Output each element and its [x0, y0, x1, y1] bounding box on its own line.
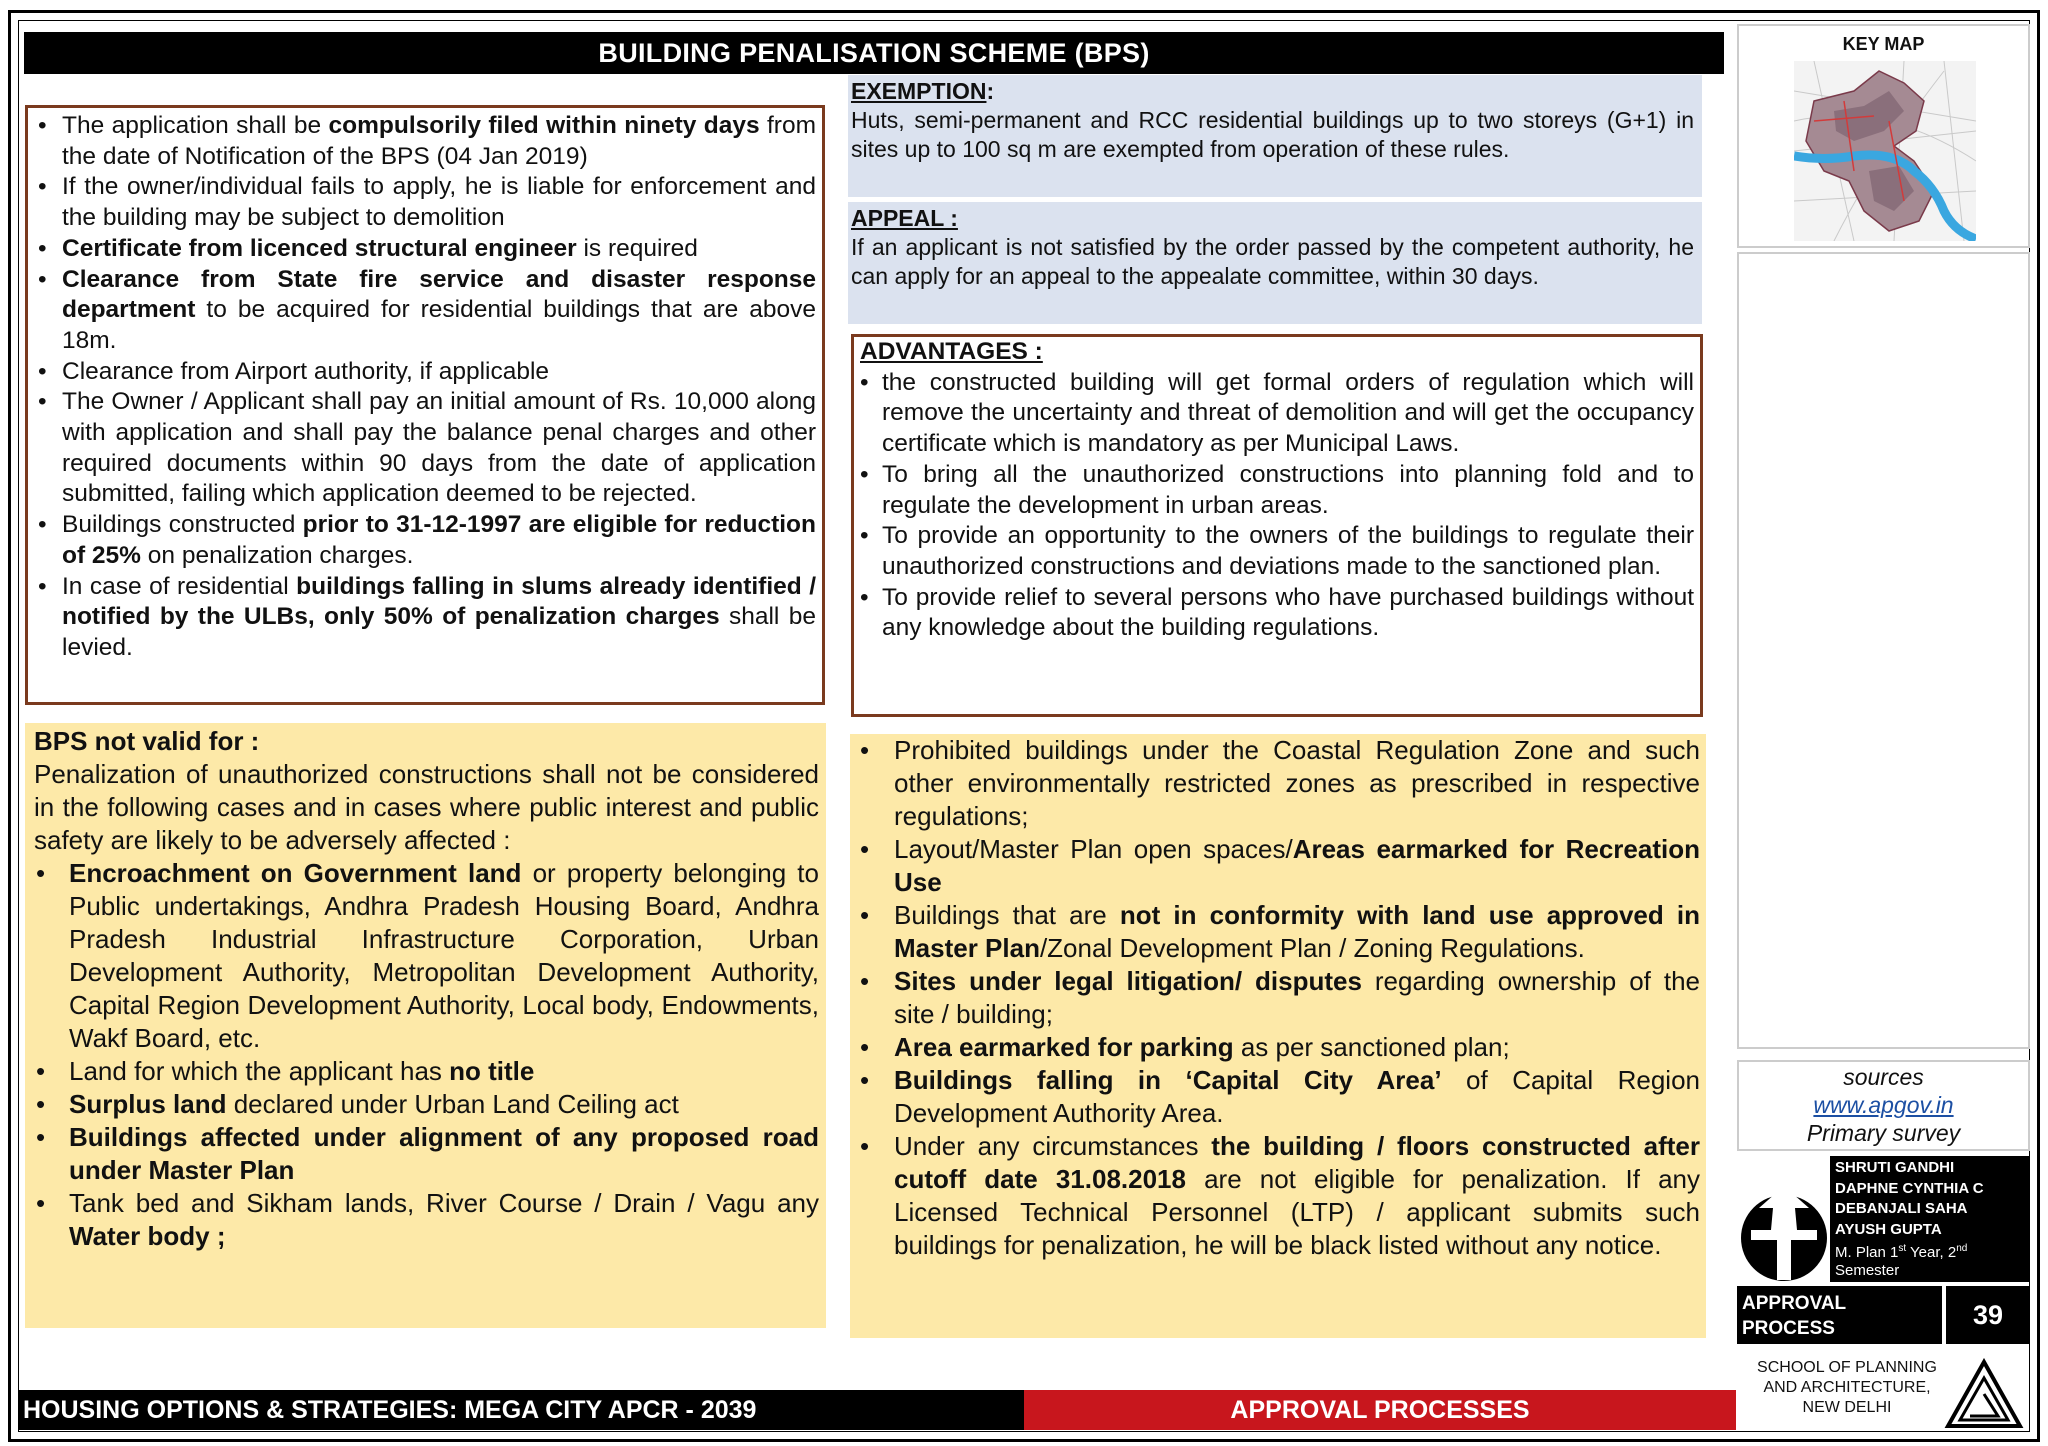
team-member: DEBANJALI SAHA [1835, 1200, 1968, 1217]
exemption-colon: : [986, 78, 995, 104]
list-item: • Layout/Master Plan open spaces/Areas earmarked for Recreation Use [858, 833, 1700, 899]
not-valid-list [34, 857, 819, 1253]
not-valid-intro: Penalization of unauthorized constructions shall not be considered in the following cases and in cases where public interest and public safety are likely to be adversely affected : [34, 759, 819, 855]
appeal-text: If an applicant is not satisfied by the order passed by the competent authority, he can apply for an appeal to the appealate committee, within 30 days. [851, 234, 1694, 289]
list-item: • Area earmarked for parking as per sanctioned plan; [858, 1031, 1700, 1064]
team-names [1830, 1156, 2030, 1282]
list-item: • Buildings that are not in conformity with land use approved in Master Plan/Zonal Development Plan / Zoning Regulations. [858, 899, 1700, 965]
key-map-image [1794, 61, 1976, 241]
list-item: • Buildings affected under alignment of any proposed road under Master Plan [34, 1121, 819, 1187]
appeal-heading: APPEAL : [851, 205, 958, 231]
not-valid-heading: BPS not valid for : [34, 726, 260, 756]
list-item: • The application shall be compulsorily filed within ninety days from the date of Notification of the BPS (04 Jan 2019) [32, 111, 816, 172]
footer-section-title: APPROVAL PROCESSES [1024, 1390, 1736, 1430]
appeal-box [848, 202, 1702, 324]
list-item: • If the owner/individual fails to apply, he is liable for enforcement and the building may be subject to demolition [32, 172, 816, 233]
exemption-box [848, 75, 1702, 197]
course-info: M. Plan 1st Year, 2nd Semester [1835, 1243, 1968, 1279]
list-item: • the constructed building will get formal orders of regulation which will remove the uncertainty and threat of demolition and will get the occupancy certificate which is mandatory as per Municipal Laws. [860, 368, 1694, 460]
prohibited-box [850, 734, 1706, 1338]
sources-link[interactable]: www.apgov.in [1813, 1092, 1954, 1118]
list-item: • Buildings falling in ‘Capital City Area’ of Capital Region Development Authority Area. [858, 1064, 1700, 1130]
list-item: • Clearance from Airport authority, if applicable [32, 357, 816, 388]
list-item: • Tank bed and Sikham lands, River Course / Drain / Vagu any Water body ; [34, 1187, 819, 1253]
exemption-heading: EXEMPTION [851, 78, 987, 104]
list-item: • Certificate from licenced structural engineer is required [32, 234, 816, 265]
list-item: • The Owner / Applicant shall pay an initial amount of Rs. 10,000 along with application and shall pay the balance penal charges and other required documents within 90 days from the date of application submitted, failing which application deemed to be rejected. [32, 387, 816, 510]
prohibited-list [858, 734, 1700, 1262]
approval-process-label: APPROVAL PROCESS [1737, 1286, 1942, 1344]
list-item: • To provide relief to several persons who have purchased buildings without any knowledge about the building regulations. [860, 583, 1694, 644]
not-valid-box [25, 723, 826, 1328]
advantages-list [860, 368, 1694, 644]
list-item: • Under any circumstances the building / floors constructed after cutoff date 31.08.2018 are not eligible for penalization. If any Licensed Technical Personnel (LTP) / applicant submits such buildings for penalization, he will be black listed without any notice. [858, 1130, 1700, 1262]
team-member: AYUSH GUPTA [1835, 1220, 1942, 1238]
list-item: • Prohibited buildings under the Coastal Regulation Zone and such other environmentally restricted zones as prescribed in respective regulations; [858, 734, 1700, 833]
school-triangle-logo [1944, 1358, 2024, 1430]
blank-panel [1737, 252, 2030, 1049]
list-item: • Encroachment on Government land or property belonging to Public undertakings, Andhra Pradesh Housing Board, Andhra Pradesh Industrial Infrastructure Corporation, Urban Development Authority, Metropolitan Development Authority, Capital Region Development Authority, Local body, Endowments, Wakf Board, etc. [34, 857, 819, 1055]
list-item: • Clearance from State fire service and disaster response department to be acquired for residential buildings that are above 18m. [32, 265, 816, 357]
list-item: • Sites under legal litigation/ disputes regarding ownership of the site / building; [858, 965, 1700, 1031]
advantages-box [851, 334, 1703, 717]
sources-panel [1737, 1060, 2030, 1151]
requirements-box [25, 105, 825, 705]
page-number: 39 [1946, 1286, 2030, 1344]
key-map-panel [1737, 24, 2030, 248]
spa-logo [1737, 1156, 1830, 1282]
list-item: • Buildings constructed prior to 31-12-1997 are eligible for reduction of 25% on penalization charges. [32, 510, 816, 571]
sources-label: sources [1843, 1064, 1924, 1090]
requirements-list [32, 111, 816, 664]
advantages-heading: ADVANTAGES : [860, 338, 1043, 365]
list-item: • Land for which the applicant has no title [34, 1055, 819, 1088]
exemption-text: Huts, semi-permanent and RCC residential buildings up to two storeys (G+1) in sites up to 100 sq m are exempted from operation of these rules. [851, 107, 1694, 162]
school-name: SCHOOL OF PLANNING AND ARCHITECTURE, NEW DELHI [1757, 1359, 1937, 1416]
list-item: • To bring all the unauthorized constructions into planning fold and to regulate the development in urban areas. [860, 460, 1694, 521]
key-map-title: KEY MAP [1842, 34, 1925, 54]
team-member: SHRUTI GANDHI [1835, 1159, 1955, 1176]
list-item: • Surplus land declared under Urban Land Ceiling act [34, 1088, 819, 1121]
footer-project-title: HOUSING OPTIONS & STRATEGIES: MEGA CITY APCR - 2039 [18, 1390, 1024, 1430]
list-item: • In case of residential buildings falling in slums already identified / notified by the ULBs, only 50% of penalization charges shall be levied. [32, 572, 816, 664]
sources-primary: Primary survey [1806, 1120, 1961, 1146]
team-member: DAPHNE CYNTHIA C [1835, 1179, 1984, 1197]
page-title: BUILDING PENALISATION SCHEME (BPS) [24, 32, 1724, 74]
list-item: • To provide an opportunity to the owners of the buildings to regulate their unauthorized constructions and deviations made to the sanctioned plan. [860, 521, 1694, 582]
